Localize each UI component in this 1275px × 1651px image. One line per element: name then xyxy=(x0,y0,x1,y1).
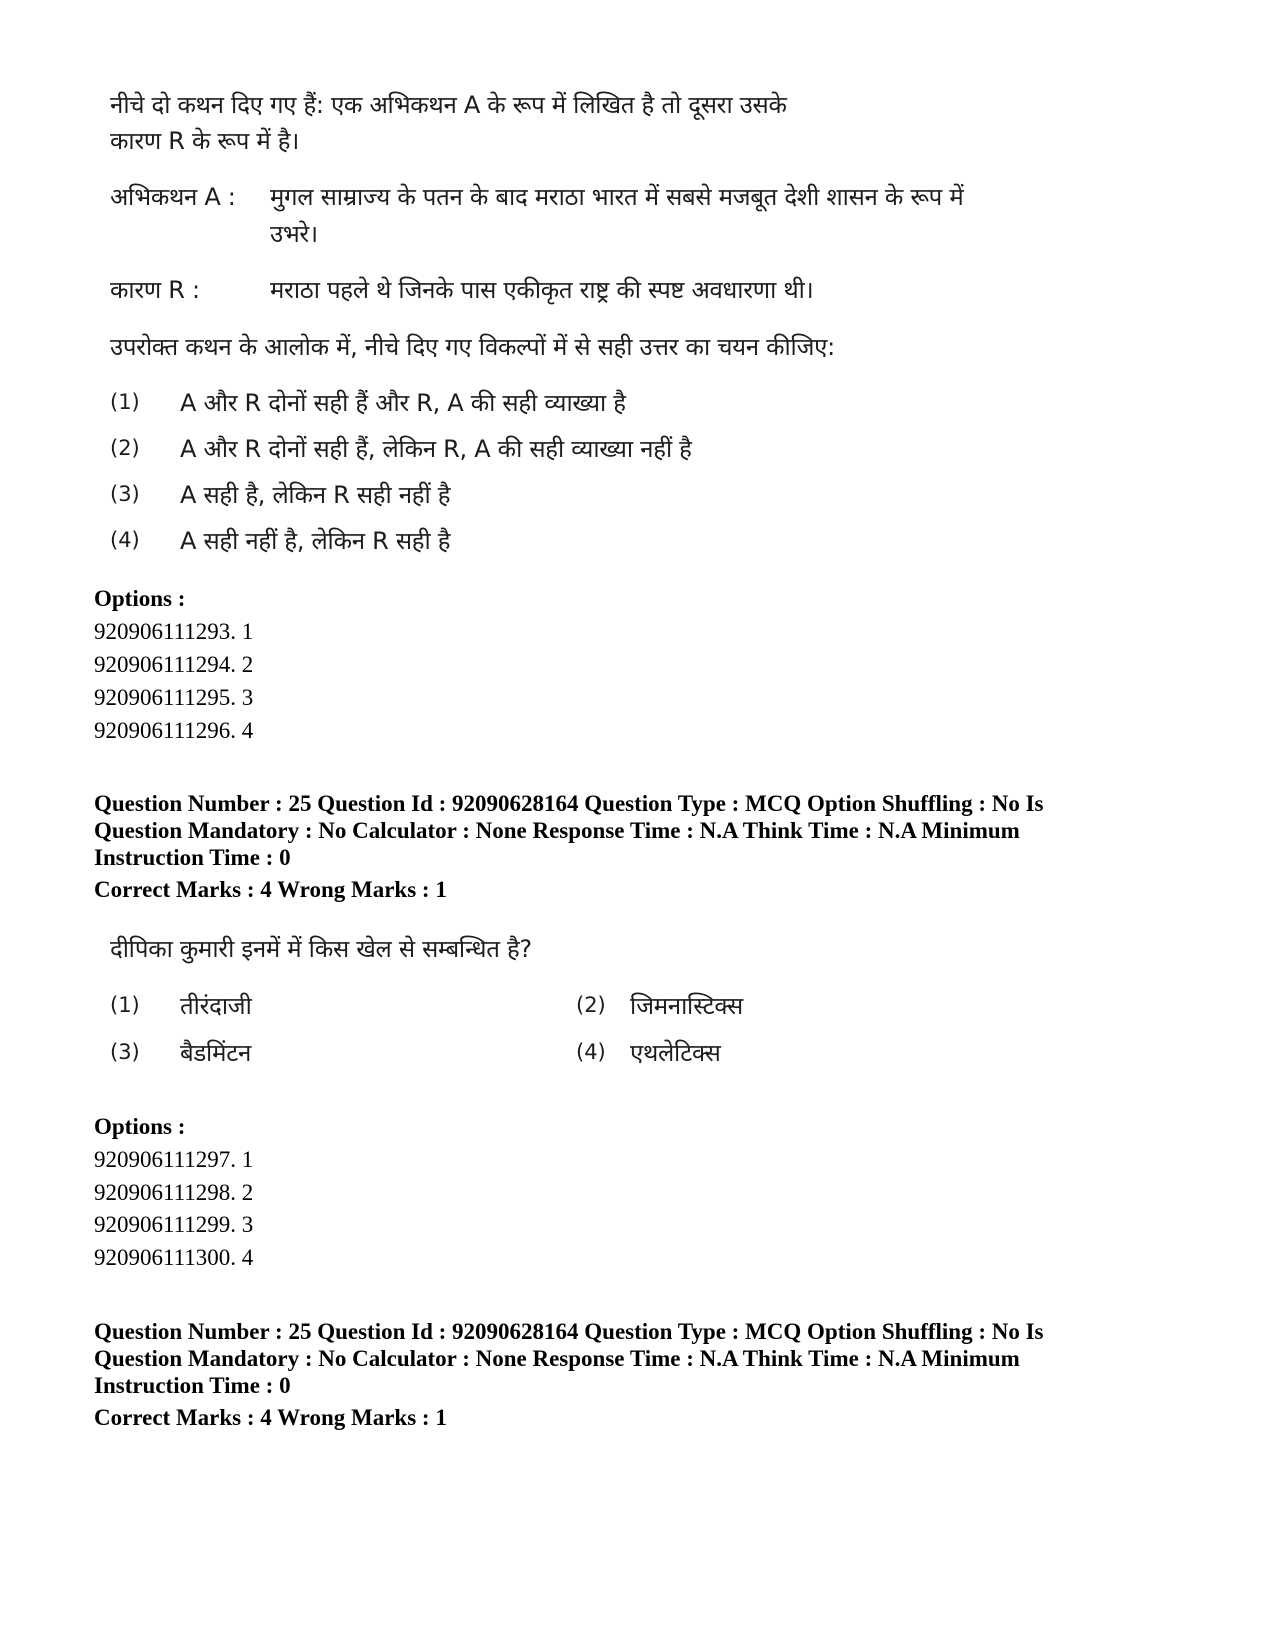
q24-choice-text: A सही है, लेकिन R सही नहीं है xyxy=(180,481,451,509)
q24-assertion-text-line-1: मुगल साम्राज्य के पतन के बाद मराठा भारत में सबसे मजबूत देशी शासन के रूप में xyxy=(270,183,964,211)
option-item: 920906111294. 2 xyxy=(94,652,254,677)
q24-assertion-text-line-2: उभरे। xyxy=(270,220,318,248)
q25-choice-text: बैडमिंटन xyxy=(180,1039,252,1067)
q24-choice-text: A सही नहीं है, लेकिन R सही है xyxy=(180,527,451,555)
options-heading: Options : xyxy=(94,586,186,611)
q25-choice-text: जिमनास्टिक्स xyxy=(630,992,743,1020)
q24-choice-number: (1) xyxy=(110,390,140,414)
q24-instruction: उपरोक्त कथन के आलोक में, नीचे दिए गए विकल्पों में से सही उत्तर का चयन कीजिए: xyxy=(110,333,835,361)
q25-choice-number: (4) xyxy=(576,1040,606,1064)
q24-choice-number: (2) xyxy=(110,436,140,460)
question-meta-line: Question Number : 25 Question Id : 92090628164 Question Type : MCQ Option Shuffling : No Is xyxy=(94,791,1044,816)
option-item: 920906111297. 1 xyxy=(94,1147,254,1172)
option-item: 920906111295. 3 xyxy=(94,685,254,710)
q25-question-text: दीपिका कुमारी इनमें में किस खेल से सम्बन्धित है? xyxy=(110,935,532,963)
q24-intro-line-2: कारण R के रूप में है। xyxy=(110,127,300,155)
question-meta-line: Question Mandatory : No Calculator : None Response Time : N.A Think Time : N.A Minimum xyxy=(94,818,1020,843)
q24-assertion-label: अभिकथन A : xyxy=(110,183,236,211)
q25-choice-number: (3) xyxy=(110,1040,140,1064)
q24-reason-text: मराठा पहले थे जिनके पास एकीकृत राष्ट्र की स्पष्ट अवधारणा थी। xyxy=(270,276,814,304)
question-marks: Correct Marks : 4 Wrong Marks : 1 xyxy=(94,1405,447,1430)
q25-choice-number: (2) xyxy=(576,993,606,1017)
q24-choice-text: A और R दोनों सही हैं, लेकिन R, A की सही व्याख्या नहीं है xyxy=(180,435,692,463)
option-item: 920906111300. 4 xyxy=(94,1245,254,1270)
question-meta-line: Question Mandatory : No Calculator : None Response Time : N.A Think Time : N.A Minimum xyxy=(94,1346,1020,1371)
q24-choice-number: (3) xyxy=(110,482,140,506)
q24-choice-number: (4) xyxy=(110,528,140,552)
question-meta-line: Instruction Time : 0 xyxy=(94,845,291,870)
q24-choice-text: A और R दोनों सही हैं और R, A की सही व्याख्या है xyxy=(180,389,626,417)
question-meta-line: Instruction Time : 0 xyxy=(94,1373,291,1398)
option-item: 920906111293. 1 xyxy=(94,619,254,644)
option-item: 920906111296. 4 xyxy=(94,718,254,743)
question-meta-line: Question Number : 25 Question Id : 92090628164 Question Type : MCQ Option Shuffling : No Is xyxy=(94,1319,1044,1344)
question-marks: Correct Marks : 4 Wrong Marks : 1 xyxy=(94,877,447,902)
q25-choice-text: तीरंदाजी xyxy=(180,992,252,1020)
option-item: 920906111299. 3 xyxy=(94,1212,254,1237)
q25-choice-number: (1) xyxy=(110,993,140,1017)
options-heading: Options : xyxy=(94,1114,186,1139)
q25-choice-text: एथलेटिक्स xyxy=(630,1039,721,1067)
option-item: 920906111298. 2 xyxy=(94,1180,254,1205)
q24-reason-label: कारण R : xyxy=(110,276,200,304)
q24-intro-line-1: नीचे दो कथन दिए गए हैं: एक अभिकथन A के रूप में लिखित है तो दूसरा उसके xyxy=(110,91,787,119)
